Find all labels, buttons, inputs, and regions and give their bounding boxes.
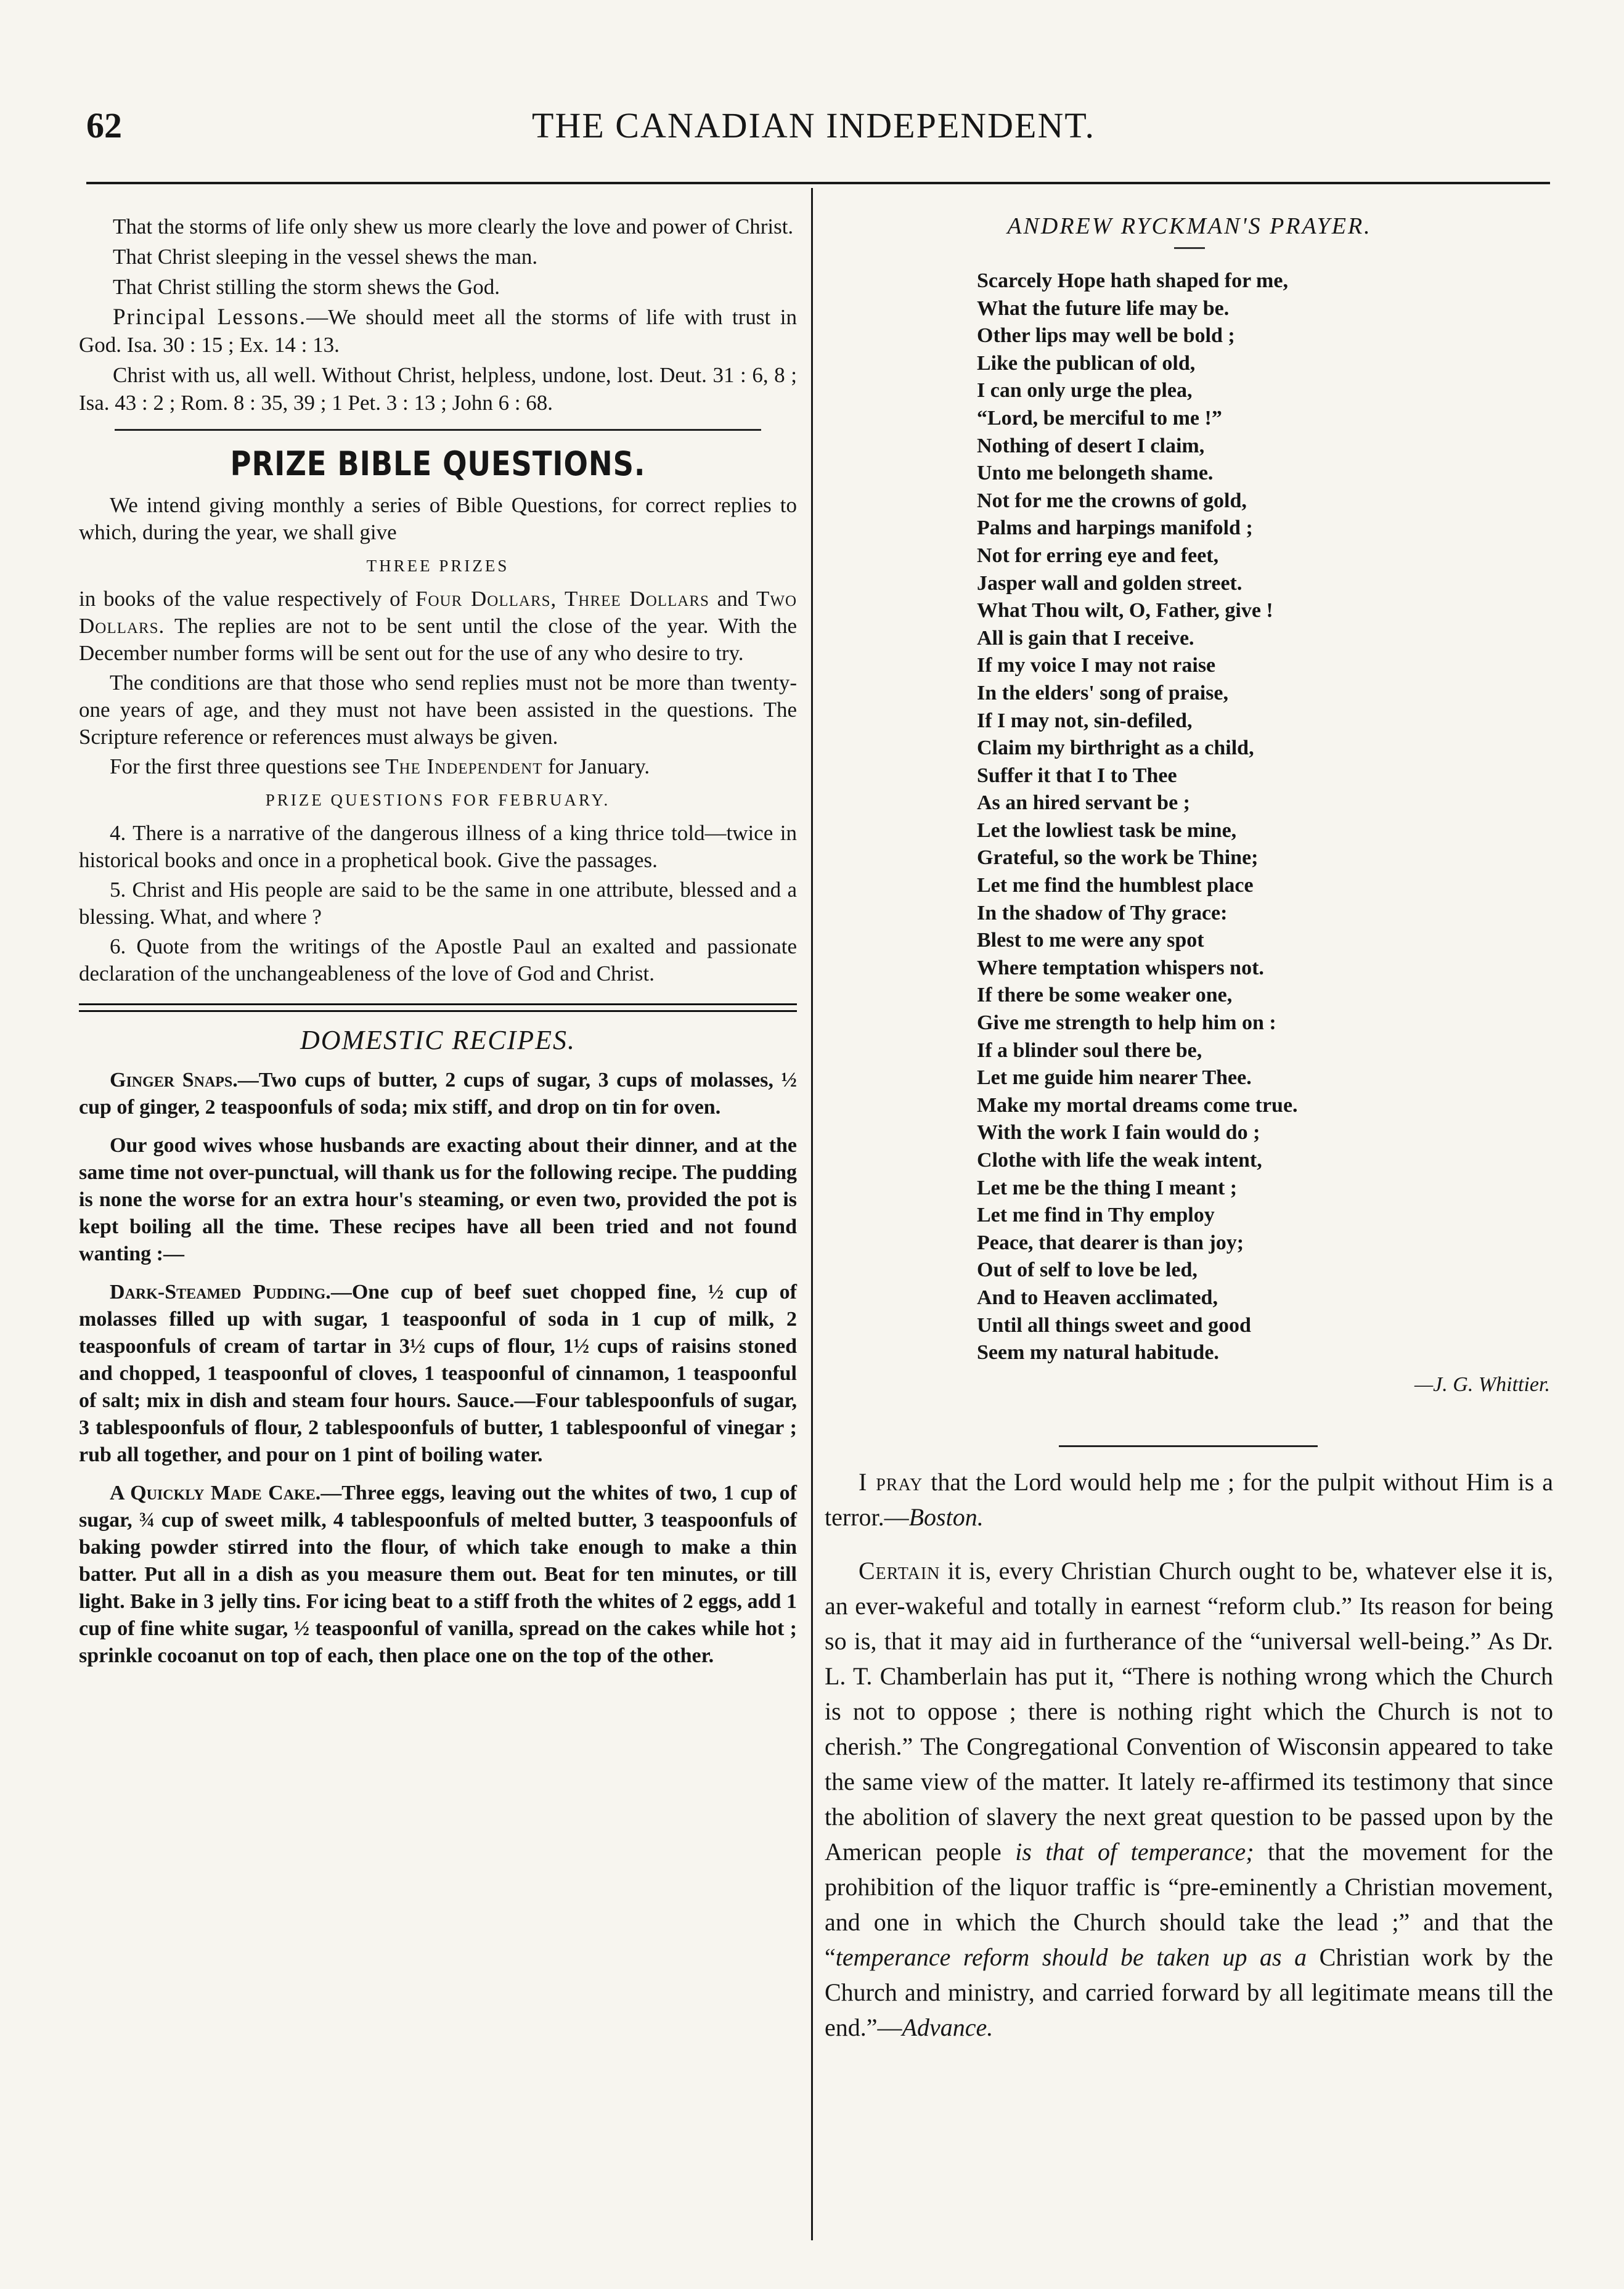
two-dollars: Two Dollars. <box>79 587 797 638</box>
without-christ: Christ with us, all well. Without Christ, helpless, undone, lost. Deut. 31 : 6, 8 ; Isa. 43 : 2 ; Rom. 8 : 35, 39 ; 1 Pet. 3 : 13 ; John 6 : 68. <box>79 363 797 415</box>
poem-line: Give me strength to help him on : <box>977 1011 1276 1035</box>
poem-line: If my voice I may not raise <box>977 654 1216 677</box>
certain-text-2: that the movement for the prohibition of the liquor traffic is “pre-eminently a Christian movement, and one in which the Church should take the lead ;” and that the “ <box>825 1838 1554 1971</box>
poem-line: Palms and harpings manifold ; <box>977 516 1253 540</box>
pray-source: Boston. <box>908 1503 984 1531</box>
articles-section <box>825 1445 1553 2063</box>
poem-line: Not for me the crowns of gold, <box>977 489 1247 512</box>
certain-text-1: it is, every Christian Church ought to be, whatever else it is, an ever-wakeful and totally in earnest “reform club.” Its reason for being so is, that it may aid in furtherance of the “universal well-being.” As Dr. L. T. Chamberlain has put it, “There is nothing wrong which the Church is not to oppose ; there is nothing right which the Church is not to cherish.” The Congregational Convention of Wisconsin appeared to take the same view of the matter. It lately re-affirmed its testimony that since the abolition of slavery the next great question to be passed upon by the American people <box>825 1557 1553 1866</box>
poem-line: If there be some weaker one, <box>977 984 1233 1007</box>
cake-text: —Three eggs, leaving out the whites of two, 1 cup of sugar, ¾ cup of sweet milk, 4 tablespoonfuls of melted butter, 3 teaspoonfuls of baking powder stirred into the flour, of which take enough to make a thin batter. Put all in a dish as you measure them out. Beat for ten minutes, or till light. Bake in 3 jelly tins. For icing beat to a stiff froth the whites of 2 eggs, add 1 cup of fine white sugar, ½ teaspoonful of vanilla, spread on the cakes while hot ; sprinkle cocoanut on top of each, then place one on the top of the other. <box>79 1482 797 1667</box>
poem-line: Suffer it that I to Thee <box>977 764 1177 787</box>
question-5: 5. Christ and His people are said to be the same in one attribute, blessed and a blessing. What, and where ? <box>79 878 797 929</box>
poem-attribution: —J. G. Whittier. <box>1414 1373 1550 1396</box>
lesson-line-2: That Christ sleeping in the vessel shews the man. <box>113 245 538 269</box>
poem-line: Jasper wall and golden street. <box>977 571 1242 595</box>
prize-first-three <box>79 753 797 780</box>
left-column <box>79 213 797 1681</box>
prize-intro: We intend giving monthly a series of Bible Questions, for correct replies to which, during the year, we shall give <box>79 493 797 544</box>
prize-conditions: The conditions are that those who send replies must not be more than twenty-one years of age, and they must not have been assisted in the questions. The Scripture reference or references must always be given. <box>79 671 797 749</box>
poem-line: “Lord, be merciful to me !” <box>977 406 1222 430</box>
certain-lead: Certain <box>859 1557 941 1585</box>
recipe-intro: Our good wives whose husbands are exacting about their dinner, and at the same time not over-punctual, will thank us for the following recipe. The pudding is none the worse for an extra hour's steaming, or even two, provided the pot is kept boiling all the time. These recipes have all been tried and not found wanting :— <box>79 1134 797 1265</box>
prize-section <box>79 492 797 987</box>
poem-lines <box>977 267 1550 1367</box>
principal-lessons <box>79 303 797 359</box>
double-rule <box>79 1003 797 1012</box>
header-rule <box>86 182 1550 184</box>
independent-name: The Independent <box>385 754 543 778</box>
recipe-cake <box>79 1480 797 1670</box>
poem-line: Nothing of desert I claim, <box>977 434 1205 457</box>
poem-line: Claim my birthright as a child, <box>977 736 1254 760</box>
lesson-line-1: That the storms of life only shew us more clearly the love and power of Christ. <box>113 214 794 239</box>
poem-line: In the shadow of Thy grace: <box>977 901 1228 924</box>
poem-line: All is gain that I receive. <box>977 626 1194 650</box>
certain-text-3: Christian work by the Church and ministry, and carried forward by all legitimate means till the end.”— <box>825 1943 1554 2041</box>
poem-title: ANDREW RYCKMAN'S PRAYER. <box>1007 213 1372 239</box>
poem-line: In the elders' song of praise, <box>977 681 1228 704</box>
principal-lessons-label: Principal Lessons. <box>113 304 307 330</box>
poem-line: Where temptation whispers not. <box>977 956 1264 979</box>
poem-line: Let me find the humblest place <box>977 874 1254 897</box>
poem-line: Not for erring eye and feet, <box>977 544 1219 567</box>
poem-line: What Thou wilt, O, Father, give ! <box>977 599 1273 622</box>
certain-italic-2: temperance reform should be taken up as a <box>835 1943 1307 1971</box>
pray-lead: I pray <box>859 1468 923 1496</box>
poem-line: Peace, that dearer is than joy; <box>977 1231 1244 1254</box>
first-three-pre: For the first three questions see <box>110 754 386 778</box>
recipes-section <box>79 1067 797 1670</box>
journal-title: THE CANADIAN INDEPENDENT. <box>532 105 1095 145</box>
poem-line: Let me be the thing I meant ; <box>977 1176 1238 1199</box>
prize-books-post: The replies are not to be sent until the close of the year. With the December number forms will be sent out for the use of any who desire to try. <box>79 614 797 665</box>
recipes-heading: DOMESTIC RECIPES. <box>300 1025 576 1055</box>
february-head: PRIZE QUESTIONS FOR FEBRUARY. <box>265 791 611 809</box>
principal-lessons-text: —We should meet all the storms of life with trust in God. Isa. 30 : 15 ; Ex. 14 : 13. <box>79 305 797 357</box>
pray-text: that the Lord would help me ; for the pulpit without Him is a terror.— <box>825 1468 1553 1531</box>
poem-line: I can only urge the plea, <box>977 379 1193 402</box>
poem-line: Out of self to love be led, <box>977 1259 1198 1282</box>
ginger-snaps-name: Ginger Snaps. <box>110 1069 238 1091</box>
certain-paragraph <box>825 1553 1553 2045</box>
recipe-ginger-snaps <box>79 1067 797 1121</box>
poem-end-rule <box>1059 1445 1318 1447</box>
column-divider <box>811 188 813 2240</box>
poem-line: Grateful, so the work be Thine; <box>977 846 1259 870</box>
prize-books <box>79 586 797 667</box>
three-prizes-head: THREE PRIZES <box>366 557 510 575</box>
question-6: 6. Quote from the writings of the Apostle Paul an exalted and passionate declaration of the unchangeableness of the love of God and Christ. <box>79 934 797 985</box>
poem-line: Seem my natural habitude. <box>977 1341 1219 1365</box>
poem-line: What the future life may be. <box>977 296 1230 320</box>
poem-line: Let the lowliest task be mine, <box>977 818 1237 842</box>
poem-line: Scarcely Hope hath shaped for me, <box>977 269 1288 292</box>
page-number: 62 <box>86 105 122 145</box>
prize-books-pre: in books of the value respectively of <box>79 587 416 611</box>
poem-line: Make my mortal dreams come true. <box>977 1093 1298 1117</box>
poem-line: With the work I fain would do ; <box>977 1121 1260 1144</box>
poem-line: And to Heaven acclimated, <box>977 1286 1218 1309</box>
page-header <box>74 105 1553 160</box>
certain-italic-1: is that of temperance; <box>1015 1838 1254 1866</box>
certain-source: Advance. <box>902 2014 994 2041</box>
lesson-line-3: That Christ stilling the storm shews the God. <box>113 275 500 299</box>
section-rule <box>115 429 761 431</box>
prize-heading: PRIZE BIBLE QUESTIONS. <box>230 444 646 483</box>
ginger-snaps-text: —Two cups of butter, 2 cups of sugar, 3 cups of molasses, ½ cup of ginger, 2 teaspoonfuls of soda; mix stiff, and drop on tin for oven. <box>79 1069 797 1119</box>
cake-name: A Quickly Made Cake. <box>110 1482 321 1504</box>
poem-line: Blest to me were any spot <box>977 929 1204 952</box>
recipe-pudding <box>79 1279 797 1469</box>
three-dollars: Three Dollars <box>565 587 709 611</box>
poem-line: As an hired servant be ; <box>977 791 1190 815</box>
poem-line: Clothe with life the weak intent, <box>977 1149 1262 1172</box>
poem-line: If a blinder soul there be, <box>977 1038 1202 1062</box>
poem-line: If I may not, sin-defiled, <box>977 709 1193 732</box>
poem-line: Let me guide him nearer Thee. <box>977 1066 1252 1090</box>
poem-section <box>829 213 1550 1397</box>
poem-line: Other lips may well be bold ; <box>977 324 1235 348</box>
lesson-section <box>79 213 797 417</box>
pudding-name: Dark-Steamed Pudding. <box>110 1281 331 1304</box>
pudding-text: —One cup of beef suet chopped fine, ½ cup of molasses filled up with sugar, 1 teaspoonful of soda in 1 cup of milk, 2 teaspoonfuls of cream of tartar in 3½ cups of flour, 1½ cups of raisins stoned and chopped, 1 teaspoonful of cloves, 1 teaspoonful of cinnamon, 1 teaspoonful of salt; mix in dish and steam four hours. Sauce.—Four tablespoonfuls of sugar, 3 tablespoonfuls of flour, 2 tablespoonfuls of butter, 1 tablespoonful of vinegar ; rub all together, and pour on 1 pint of boiling water. <box>79 1281 797 1466</box>
four-dollars: Four Dollars, <box>415 587 557 611</box>
poem-line: Like the publican of old, <box>977 351 1196 375</box>
question-4: 4. There is a narrative of the dangerous illness of a king thrice told—twice in historical books and once in a prophetical book. Give the passages. <box>79 821 797 872</box>
poem-line: Let me find in Thy employ <box>977 1204 1215 1227</box>
poem-title-rule <box>1174 247 1205 249</box>
first-three-post: for January. <box>542 754 650 778</box>
prize-and: and <box>709 587 756 611</box>
poem-line: Until all things sweet and good <box>977 1313 1251 1337</box>
poem-line: Unto me belongeth shame. <box>977 462 1214 485</box>
pray-paragraph <box>825 1464 1553 1535</box>
